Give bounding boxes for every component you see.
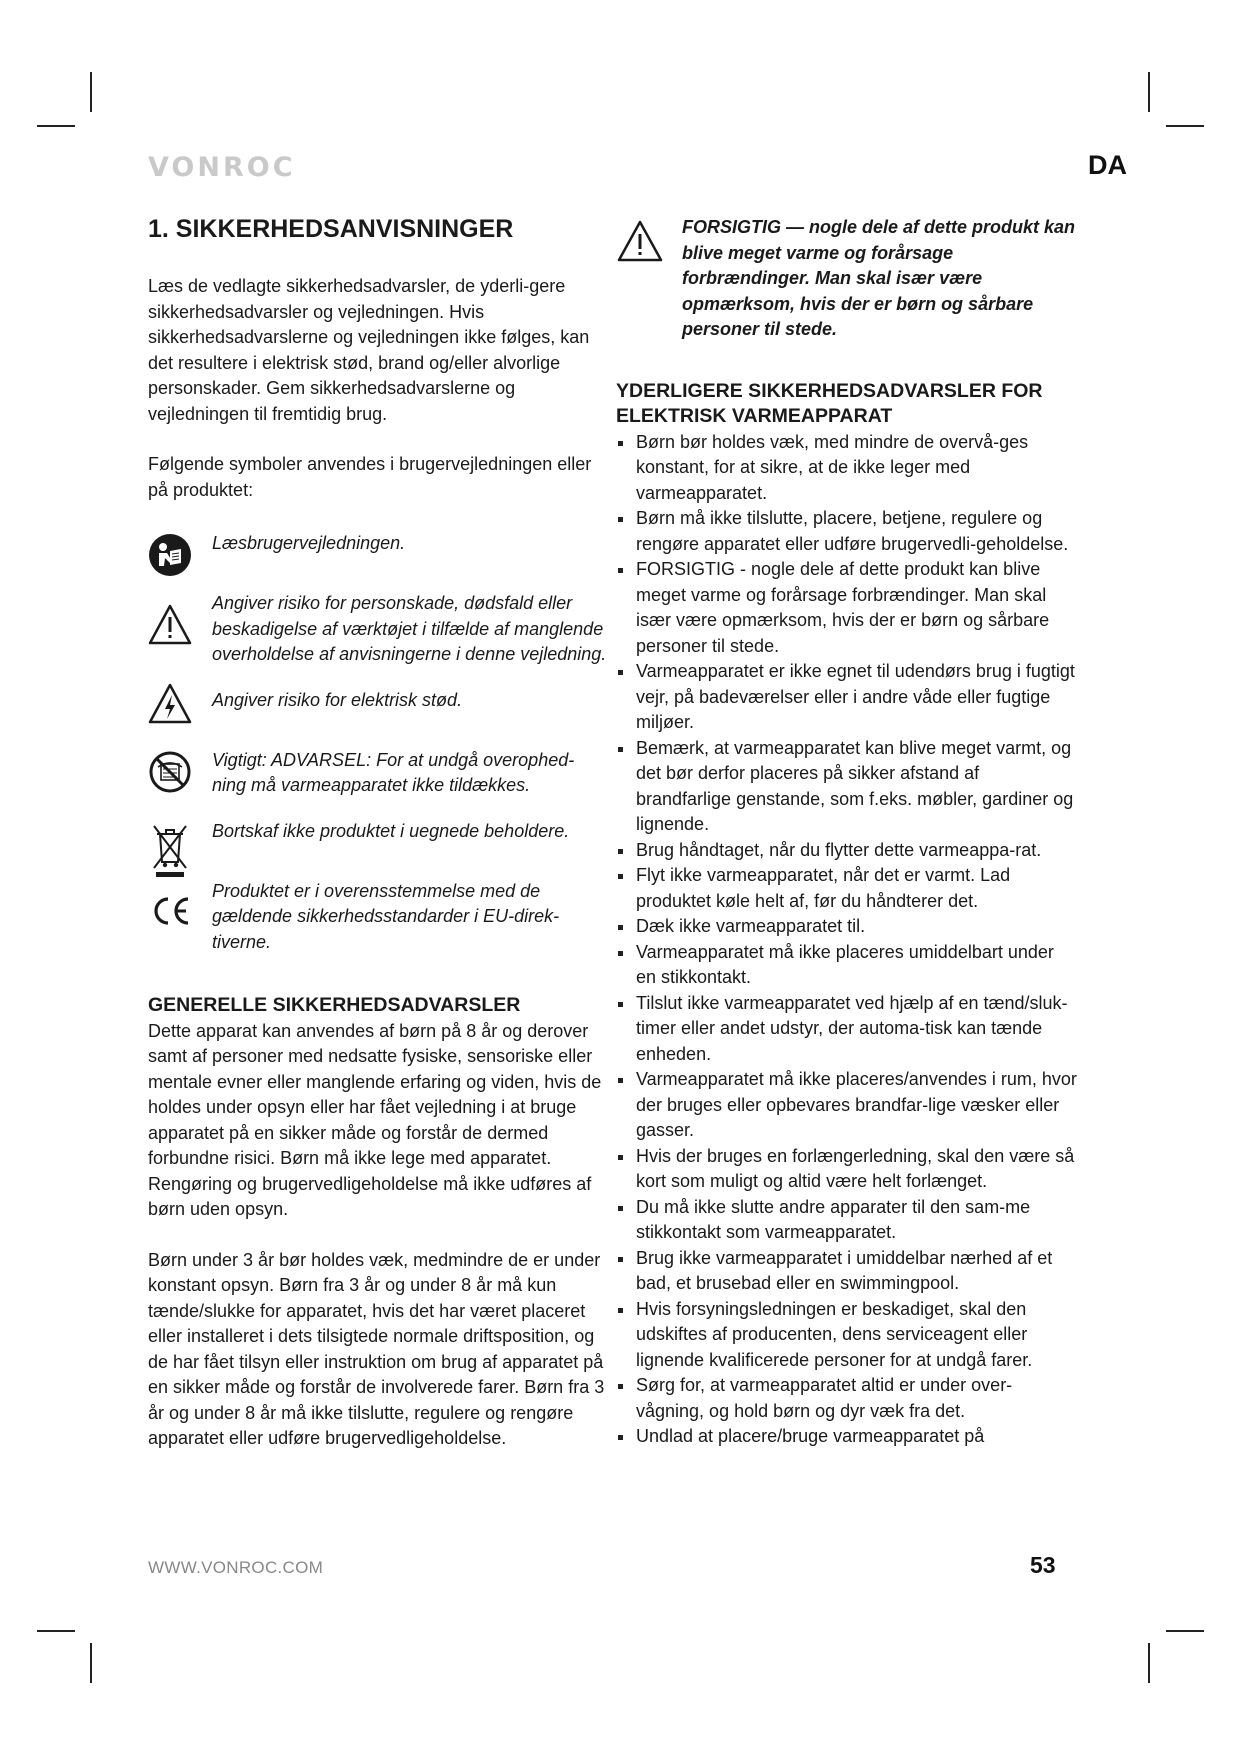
ce-mark-icon [148, 889, 192, 933]
symbol-row: Bortskaf ikke produktet i uegnede beholdere. [148, 819, 608, 859]
caution-box [616, 215, 1078, 343]
crop-mark [37, 1630, 75, 1632]
crop-mark [90, 1643, 92, 1683]
list-item: Tilslut ikke varmeapparatet ved hjælp af en tænd/sluk-timer eller andet udstyr, der automa-tisk kan tænde enheden. [616, 991, 1078, 1068]
symbols-intro: Følgende symboler anvendes i brugervejledningen eller på produktet: [148, 454, 592, 500]
warning-triangle-icon [148, 603, 192, 647]
list-item: Undlad at placere/bruge varmeapparatet på [616, 1424, 1078, 1450]
right-column [616, 215, 1078, 1450]
safety-list [616, 430, 1078, 1450]
do-not-cover-icon [148, 750, 192, 794]
crop-mark [1166, 125, 1204, 127]
list-item: Sørg for, at varmeapparatet altid er under over-vågning, og hold børn og dyr væk fra det. [616, 1373, 1078, 1424]
general-heading: GENERELLE SIKKERHEDSADVARSLER [148, 994, 521, 1016]
left-column [148, 215, 608, 1452]
general-paragraph: Rengøring og brugervedligeholdelse må ikke udføres af børn uden opsyn. [148, 1173, 592, 1219]
list-item: Du må ikke slutte andre apparater til den sam-me stikkontakt som varmeapparatet. [616, 1195, 1078, 1246]
list-item: Børn må ikke tilslutte, placere, betjene, regulere og rengøre apparatet eller udføre brugervedli-geholdelse. [616, 506, 1078, 557]
list-item: Dæk ikke varmeapparatet til. [616, 914, 1078, 940]
list-item: Bemærk, at varmeapparatet kan blive meget varmt, og det bør derfor placeres på sikker afstand af brandfarlige genstande, som f.eks. møbler, gardiner og lignende. [616, 736, 1078, 838]
symbol-row: Læsbrugervejledningen. [148, 531, 608, 571]
list-item: Brug håndtaget, når du flytter dette varmeappa-rat. [616, 838, 1078, 864]
list-item: Varmeapparatet er ikke egnet til udendørs brug i fugtigt vejr, på badeværelser eller i andre våde eller fugtige miljøer. [616, 659, 1078, 736]
crop-mark [1166, 1630, 1204, 1632]
crop-mark [37, 125, 75, 127]
symbol-row: Angiver risiko for personskade, dødsfald eller beskadigelse af værktøjet i tilfælde af manglende overholdelse af anvisningerne i denne vejledning. [148, 591, 608, 668]
crop-mark [1148, 1643, 1150, 1683]
list-item: Varmeapparatet må ikke placeres/anvendes i rum, hvor der bruges eller opbevares brandfar-lige væsker eller gasser. [616, 1067, 1078, 1144]
crop-mark [1148, 72, 1150, 112]
caution-text: FORSIGTIG — nogle dele af dette produkt kan blive meget varme og forårsage forbrændinger. Man skal især være opmærksom, hvis der er børn og sårbare personer til stede. [682, 217, 1076, 339]
intro-paragraph: Læs de vedlagte sikkerhedsadvarsler, de yderli-gere sikkerhedsadvarsler og vejledningen. Hvis sikkerhedsadvarslerne og vejledningen ikke følges, kan det resultere i elektrisk stød, brand og/eller alvorlige personskader. Gem sikkerhedsadvarslerne og vejledningen til fremtidig brug. [148, 276, 590, 424]
list-item: FORSIGTIG - nogle dele af dette produkt kan blive meget varme og forårsage forbrændinger. Man skal især være opmærksom, hvis der er børn og sårbare personer til stede. [616, 557, 1078, 659]
read-manual-icon [148, 533, 192, 577]
warning-triangle-icon [616, 219, 664, 263]
language-code: DA [1088, 150, 1127, 180]
brand-logo: VONROC [148, 152, 296, 183]
general-paragraph: Dette apparat kan anvendes af børn på 8 år og derover samt af personer med nedsatte fysiske, sensoriske eller mentale evner eller manglende erfaring og viden, hvis de holdes under opsyn eller har fået vejledning i at bruge apparatet på en sikker måde og forstår de dermed forbundne risici. Børn må ikke lege med apparatet. [148, 1020, 602, 1168]
list-item: Hvis forsyningsledningen er beskadiget, skal den udskiftes af producenten, dens serviceagent eller lignende kvalificerede personer for at undgå farer. [616, 1297, 1078, 1374]
weee-bin-icon [148, 821, 192, 879]
additional-heading: YDERLIGERE SIKKERHEDSADVARSLER FOR ELEKTRISK VARMEAPPARAT [616, 379, 1043, 427]
footer-url: WWW.VONROC.COM [148, 1558, 324, 1577]
list-item: Børn bør holdes væk, med mindre de overvå-ges konstant, for at sikre, at de ikke leger med varmeapparatet. [616, 430, 1078, 507]
list-item: Varmeapparatet må ikke placeres umiddelbart under en stikkontakt. [616, 940, 1078, 991]
symbol-row: Vigtigt: ADVARSEL: For at undgå overophed-ning må varmeapparatet ikke tildækkes. [148, 748, 608, 799]
electric-shock-icon [148, 682, 192, 726]
list-item: Hvis der bruges en forlængerledning, skal den være så kort som muligt og altid være helt forlænget. [616, 1144, 1078, 1195]
list-item: Flyt ikke varmeapparatet, når det er varmt. Lad produktet køle helt af, før du håndterer det. [616, 863, 1078, 914]
general-paragraph: Børn under 3 år bør holdes væk, medmindre de er under konstant opsyn. Børn fra 3 år og under 8 år må kun tænde/slukke for apparatet, hvis det har været placeret eller installeret i dets tilsigtede normale driftsposition, og de har fået tilsyn eller instruktion om brug af apparatet på en sikker måde og forstår de involverede farer. Børn fra 3 år og under 8 år må ikke tilslutte, regulere og rengøre apparatet eller udføre brugervedligeholdelse. [148, 1249, 605, 1448]
symbol-row: Angiver risiko for elektrisk stød. [148, 688, 608, 728]
page-number: 53 [1030, 1552, 1056, 1578]
section-title: 1. SIKKERHEDSANVISNINGER [148, 215, 514, 243]
crop-mark [90, 72, 92, 112]
symbol-row: Produktet er i overensstemmelse med de gældende sikkerhedsstandarder i EU-direk-tiverne. [148, 879, 608, 956]
list-item: Brug ikke varmeapparatet i umiddelbar nærhed af et bad, et brusebad eller en swimmingpool. [616, 1246, 1078, 1297]
